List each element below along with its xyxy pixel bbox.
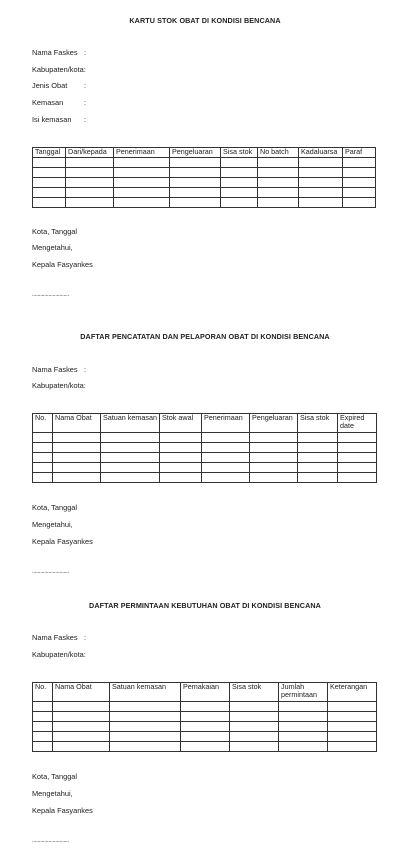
field-kabupaten: Kabupaten/kota:	[32, 65, 86, 74]
signature-line-2: ...........................	[32, 569, 69, 575]
col-penerimaan: Penerimaan	[202, 414, 250, 433]
col-no: No.	[33, 414, 53, 433]
signature-city-date-2: Kota, Tanggal	[32, 503, 78, 512]
col-jumlah-permintaan: Jumlah permintaan	[279, 683, 328, 702]
signature-kepala: Kepala Fasyankes	[32, 260, 93, 269]
col-no-batch: No batch	[258, 148, 299, 158]
col-nama-obat: Nama Obat	[53, 414, 101, 433]
col-stok-awal: Stok awal	[160, 414, 202, 433]
field-kabupaten-3: Kabupaten/kota:	[32, 650, 86, 659]
table-row	[33, 453, 377, 463]
col-no: No.	[33, 683, 53, 702]
table-row	[33, 168, 376, 178]
daftar-permintaan-title: DAFTAR PERMINTAAN KEBUTUHAN OBAT DI KONDISI BENCANA	[89, 601, 321, 610]
daftar-pencatatan-title: DAFTAR PENCATATAN DAN PELAPORAN OBAT DI KONDISI BENCANA	[80, 332, 330, 341]
signature-line: ...........................	[32, 292, 69, 298]
col-satuan-kemasan: Satuan kemasan	[101, 414, 160, 433]
signature-city-date: Kota, Tanggal	[32, 227, 78, 236]
table-row	[33, 443, 377, 453]
col-sisa-stok: Sisa stok	[298, 414, 338, 433]
field-nama-faskes: Nama Faskes :	[32, 48, 87, 57]
col-pengeluaran: Pengeluaran	[250, 414, 298, 433]
col-paraf: Paraf	[343, 148, 376, 158]
signature-city-date-3: Kota, Tanggal	[32, 772, 78, 781]
kartu-stok-title: KARTU STOK OBAT DI KONDISI BENCANA	[129, 16, 281, 25]
col-tanggal: Tanggal	[33, 148, 66, 158]
daftar-pencatatan-table	[32, 413, 377, 483]
daftar-permintaan-table	[32, 682, 377, 752]
field-isi-kemasan: Isi kemasan :	[32, 115, 87, 124]
table-row	[33, 198, 376, 208]
signature-mengetahui-3: Mengetahui,	[32, 789, 73, 798]
col-kadaluarsa: Kadaluarsa	[299, 148, 343, 158]
table-row	[33, 722, 377, 732]
table-row	[33, 188, 376, 198]
table-row	[33, 742, 377, 752]
signature-kepala-2: Kepala Fasyankes	[32, 537, 93, 546]
signature-line-3: ...........................	[32, 838, 69, 844]
table-row	[33, 732, 377, 742]
signature-mengetahui-2: Mengetahui,	[32, 520, 73, 529]
col-expired-date: Expired date	[338, 414, 377, 433]
field-kemasan: Kemasan :	[32, 98, 87, 107]
col-pengeluaran: Pengeluaran	[170, 148, 221, 158]
kartu-stok-table	[32, 147, 376, 208]
signature-mengetahui: Mengetahui,	[32, 243, 73, 252]
table-row	[33, 433, 377, 443]
table-header-row	[33, 414, 377, 433]
field-nama-faskes-3: Nama Faskes :	[32, 633, 87, 642]
col-sisa-stok: Sisa stok	[230, 683, 279, 702]
field-kabupaten-2: Kabupaten/kota:	[32, 381, 86, 390]
table-row	[33, 463, 377, 473]
col-penerimaan: Penerimaan	[114, 148, 170, 158]
table-row	[33, 178, 376, 188]
table-header-row	[33, 148, 376, 158]
table-row	[33, 712, 377, 722]
col-nama-obat: Nama Obat	[53, 683, 110, 702]
col-sisa-stok: Sisa stok	[221, 148, 258, 158]
signature-kepala-3: Kepala Fasyankes	[32, 806, 93, 815]
table-row	[33, 158, 376, 168]
field-nama-faskes-2: Nama Faskes :	[32, 365, 87, 374]
col-pemakaian: Pemakaian	[181, 683, 230, 702]
col-satuan-kemasan: Satuan kemasan	[110, 683, 181, 702]
table-row	[33, 473, 377, 483]
col-dari-kepada: Dari/kepada	[66, 148, 114, 158]
table-row	[33, 702, 377, 712]
table-header-row	[33, 683, 377, 702]
field-jenis-obat: Jenis Obat :	[32, 81, 87, 90]
col-keterangan: Keterangan	[328, 683, 377, 702]
